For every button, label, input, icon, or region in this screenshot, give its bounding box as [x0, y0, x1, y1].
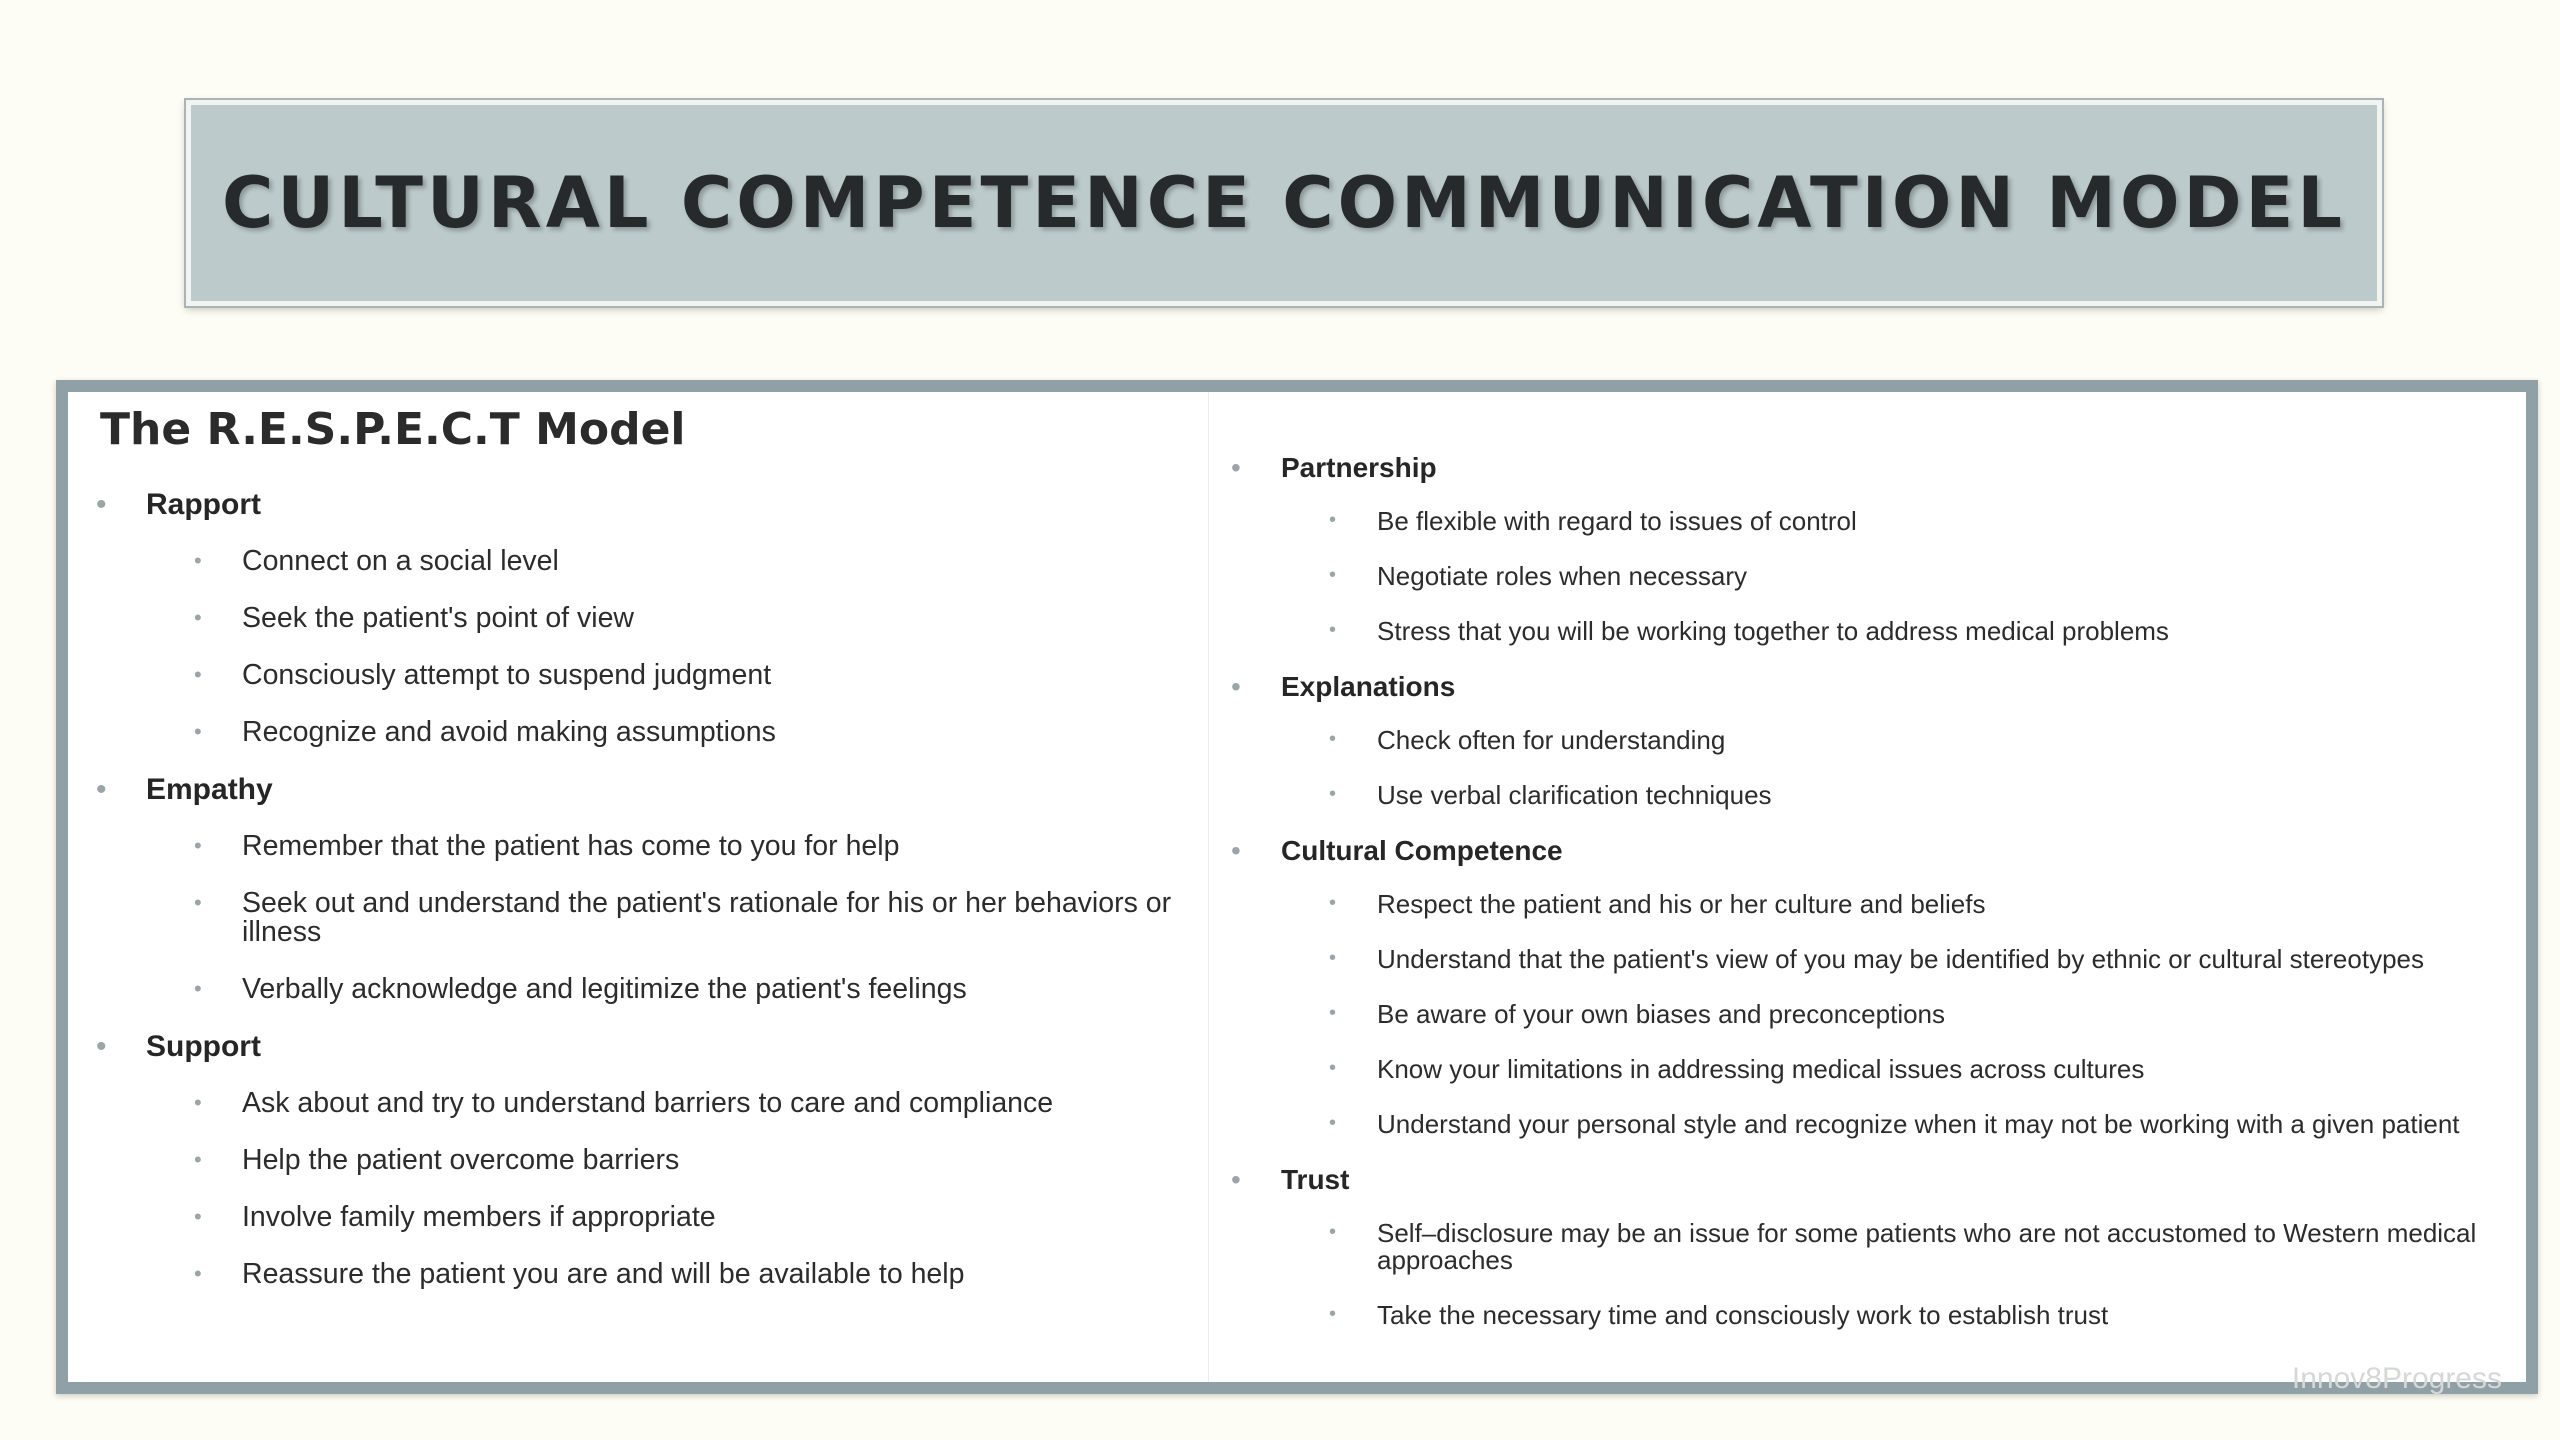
sub-item-list — [1281, 727, 2511, 809]
bullet-icon: • — [1329, 1221, 1337, 1243]
list-item — [194, 1203, 1196, 1232]
category-support — [96, 1032, 1196, 1289]
list-item-text: Help the patient overcome barriers — [242, 1144, 680, 1176]
list-item-text: Understand your personal style and recognize when it may not be working with a given patient — [1377, 1109, 2460, 1139]
category-label: Support — [146, 1030, 261, 1063]
category-explanations — [1231, 673, 2511, 809]
list-item-text: Seek the patient's point of view — [242, 602, 635, 634]
list-item — [1329, 1001, 2511, 1028]
list-item-text: Connect on a social level — [242, 545, 559, 577]
bullet-icon: • — [1231, 1164, 1241, 1195]
bullet-icon: • — [96, 488, 107, 521]
sub-item-list — [1281, 1220, 2511, 1329]
sub-item-list — [1281, 508, 2511, 645]
bullet-icon: • — [194, 719, 202, 744]
bullet-icon: • — [1329, 1303, 1337, 1325]
bullet-icon: • — [1329, 1057, 1337, 1079]
left-column — [68, 392, 1208, 1382]
title-banner — [186, 100, 2382, 306]
list-item-text: Negotiate roles when necessary — [1377, 561, 1747, 591]
list-item — [1329, 1302, 2511, 1329]
list-item-text: Know your limitations in addressing medical issues across cultures — [1377, 1054, 2145, 1084]
list-item — [1329, 618, 2511, 645]
sub-item-list — [146, 547, 1196, 747]
category-label: Rapport — [146, 488, 261, 521]
slide-title: CULTURAL COMPETENCE COMMUNICATION MODEL — [222, 162, 2346, 244]
list-item — [1329, 508, 2511, 535]
sub-item-list — [1281, 891, 2511, 1138]
content-panel — [56, 380, 2538, 1394]
bullet-icon: • — [1329, 564, 1337, 586]
watermark-text: Innov8Progress — [2291, 1362, 2502, 1395]
list-item-text: Seek out and understand the patient's rationale for his or her behaviors or illness — [242, 887, 1172, 948]
list-item-text: Respect the patient and his or her culture and beliefs — [1377, 889, 1986, 919]
bullet-icon: • — [1329, 892, 1337, 914]
list-item — [1329, 1111, 2511, 1138]
bullet-icon: • — [194, 605, 202, 630]
list-item-text: Verbally acknowledge and legitimize the patient's feelings — [242, 973, 967, 1005]
list-item-text: Reassure the patient you are and will be available to help — [242, 1258, 965, 1290]
right-category-list — [1231, 454, 2511, 1357]
bullet-icon: • — [1329, 1002, 1337, 1024]
sub-item-list — [146, 832, 1196, 1004]
category-cultural-competence — [1231, 837, 2511, 1138]
list-item-text: Take the necessary time and consciously work to establish trust — [1377, 1300, 2109, 1330]
list-item — [194, 975, 1196, 1004]
bullet-icon: • — [1329, 783, 1337, 805]
bullet-icon: • — [1329, 1112, 1337, 1134]
bullet-icon: • — [96, 1030, 107, 1063]
bullet-icon: • — [194, 890, 202, 915]
bullet-icon: • — [1329, 619, 1337, 641]
bullet-icon: • — [1231, 452, 1241, 483]
list-item-text: Ask about and try to understand barriers to care and compliance — [242, 1087, 1054, 1119]
category-label: Explanations — [1281, 671, 1456, 702]
bullet-icon: • — [1329, 728, 1337, 750]
list-item — [1329, 1056, 2511, 1083]
model-heading: The R.E.S.P.E.C.T Model — [100, 404, 686, 455]
bullet-icon: • — [194, 1090, 202, 1115]
list-item-text: Use verbal clarification techniques — [1377, 780, 1772, 810]
bullet-icon: • — [194, 662, 202, 687]
list-item-text: Remember that the patient has come to you for help — [242, 830, 900, 862]
left-category-list — [96, 490, 1196, 1317]
bullet-icon: • — [194, 976, 202, 1001]
bullet-icon: • — [1329, 947, 1337, 969]
list-item — [194, 1089, 1196, 1118]
bullet-icon: • — [194, 1147, 202, 1172]
list-item-text: Be flexible with regard to issues of control — [1377, 506, 1857, 536]
list-item — [194, 832, 1196, 861]
list-item-text: Be aware of your own biases and preconceptions — [1377, 999, 1946, 1029]
bullet-icon: • — [1231, 671, 1241, 702]
bullet-icon: • — [1231, 835, 1241, 866]
list-item — [1329, 727, 2511, 754]
list-item-text: Involve family members if appropriate — [242, 1201, 716, 1233]
sub-item-list — [146, 1089, 1196, 1289]
list-item — [1329, 1220, 2511, 1274]
category-partnership — [1231, 454, 2511, 645]
list-item — [1329, 563, 2511, 590]
category-label: Empathy — [146, 773, 273, 806]
list-item-text: Consciously attempt to suspend judgment — [242, 659, 772, 691]
list-item — [1329, 782, 2511, 809]
list-item — [194, 889, 1196, 947]
category-label: Cultural Competence — [1281, 835, 1563, 866]
bullet-icon: • — [194, 1261, 202, 1286]
list-item — [194, 547, 1196, 576]
bullet-icon: • — [194, 833, 202, 858]
bullet-icon: • — [194, 1204, 202, 1229]
list-item-text: Understand that the patient's view of you may be identified by ethnic or cultural stereotypes — [1377, 944, 2424, 974]
list-item — [194, 718, 1196, 747]
list-item — [1329, 946, 2511, 973]
list-item — [194, 1260, 1196, 1289]
list-item — [1329, 891, 2511, 918]
list-item-text: Check often for understanding — [1377, 725, 1726, 755]
list-item-text: Self–disclosure may be an issue for some patients who are not accustomed to Western medical approaches — [1377, 1218, 2477, 1275]
list-item-text: Recognize and avoid making assumptions — [242, 716, 776, 748]
list-item — [194, 604, 1196, 633]
bullet-icon: • — [1329, 509, 1337, 531]
category-rapport — [96, 490, 1196, 747]
category-empathy — [96, 775, 1196, 1004]
bullet-icon: • — [194, 548, 202, 573]
right-column — [1208, 392, 2527, 1382]
category-trust — [1231, 1166, 2511, 1329]
list-item — [194, 1146, 1196, 1175]
category-label: Trust — [1281, 1164, 1350, 1195]
list-item — [194, 661, 1196, 690]
category-label: Partnership — [1281, 452, 1437, 483]
list-item-text: Stress that you will be working together to address medical problems — [1377, 616, 2169, 646]
bullet-icon: • — [96, 773, 107, 806]
